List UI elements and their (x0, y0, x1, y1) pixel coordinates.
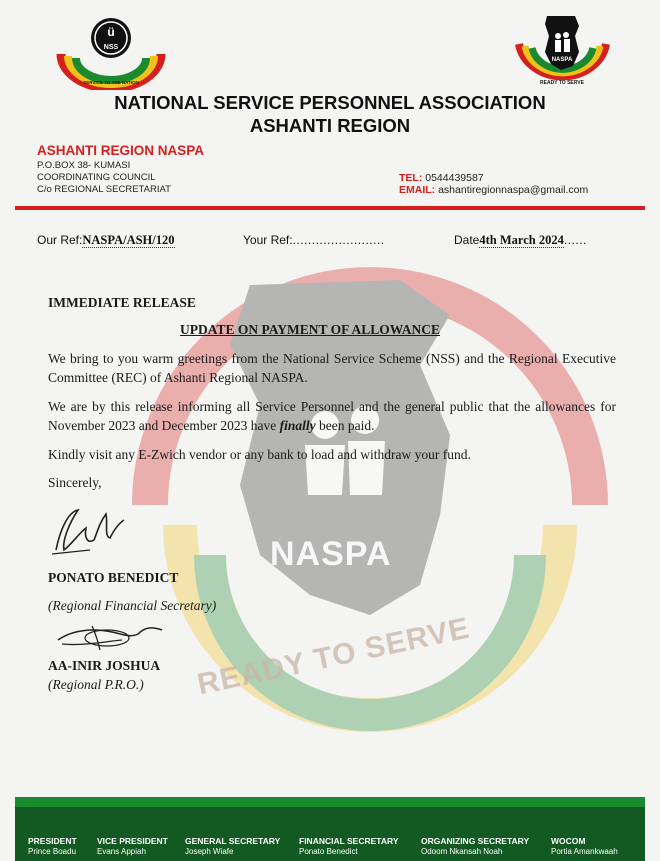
emphasis-finally: finally (279, 417, 316, 433)
footer-executive (421, 836, 529, 856)
announcement-text-end: been paid. (315, 417, 375, 433)
executive-title: ORGANIZING SECRETARY (421, 836, 530, 846)
svg-text:ü: ü (107, 25, 115, 39)
footer-executive (551, 836, 618, 856)
footer-stripe (15, 797, 645, 807)
executive-name: Portia Amankwaah (551, 847, 618, 856)
executive-name: Ponato Benedict (299, 847, 358, 856)
paragraph-greeting: We bring to you warm greetings from the National Service Scheme (NSS) and the Regional Executive Committee (REC) of Ashanti Regional NASPA. (48, 351, 616, 385)
signatory-role: (Regional Financial Secretary) (48, 598, 217, 613)
footer-executive (299, 836, 399, 856)
naspa-logo-icon (515, 14, 610, 90)
signatory-name: PONATO BENEDICT (48, 570, 179, 585)
nss-logo-motto: SERVICE TO THE NATION (83, 80, 139, 85)
region-subtitle: ASHANTI REGION (249, 115, 411, 136)
executive-title: PRESIDENT (28, 836, 77, 846)
tel-value: 0544439587 (425, 172, 484, 184)
date-label: Date (454, 233, 480, 247)
email-label: EMAIL: (399, 184, 436, 196)
closing: Sincerely, (48, 475, 102, 490)
header-divider (15, 206, 645, 210)
naspa-logo-label: NASPA (551, 57, 573, 63)
executive-title: WOCOM (551, 836, 586, 846)
footer-executive (185, 836, 280, 856)
branch-name: ASHANTI REGION NASPA (37, 143, 205, 158)
our-ref-label: Our Ref: (37, 233, 83, 247)
paragraph-instructions: Kindly visit any E-Zwich vendor or any bank to load and withdraw your fund. (48, 447, 471, 462)
letter-date (454, 233, 587, 248)
letter-subject: UPDATE ON PAYMENT OF ALLOWANCE (180, 322, 441, 337)
email-value: ashantiregionnaspa@gmail.com (438, 184, 589, 196)
executive-name: Odoom Nkansah Noah (421, 847, 503, 856)
executive-title: GENERAL SECRETARY (185, 836, 281, 846)
watermark-motto-text: READY TO SERVE (194, 611, 473, 702)
your-reference (243, 233, 385, 247)
release-label: IMMEDIATE RELEASE (48, 295, 196, 310)
executive-name: Prince Boadu (28, 847, 77, 856)
executive-name: Joseph Wiafe (185, 847, 234, 856)
email (399, 184, 588, 196)
date-dots: ...... (563, 233, 587, 247)
signature-icon (52, 616, 172, 656)
naspa-logo-motto: READY TO SERVE (540, 80, 584, 86)
paragraph-announcement (48, 398, 616, 435)
address-line: C/o REGIONAL SECRETARIAT (37, 184, 171, 195)
footer-executive (28, 836, 77, 856)
our-reference (37, 233, 175, 248)
tel-label: TEL: (399, 172, 423, 184)
footer-executive (97, 836, 168, 856)
our-ref-value: NASPA/ASH/120 (82, 233, 175, 247)
executive-title: FINANCIAL SECRETARY (299, 836, 399, 846)
nss-logo-icon (56, 14, 166, 90)
your-ref-label: Your Ref: (243, 233, 293, 247)
address-line: COORDINATING COUNCIL (37, 172, 156, 183)
signatory-role: (Regional P.R.O.) (48, 677, 144, 692)
nss-logo-label: NSS (103, 44, 119, 51)
date-value: 4th March 2024 (479, 233, 564, 247)
executive-name: Evans Appiah (97, 847, 146, 856)
your-ref-dots: ........................ (292, 233, 385, 247)
executive-title: VICE PRESIDENT (97, 836, 168, 846)
watermark-naspa-text: NASPA (270, 535, 392, 573)
announcement-text: We are by this release informing all Service Personnel and the general public that the allowances for November 2023 and December 2023 have (48, 399, 616, 433)
signatory-name: AA-INIR JOSHUA (48, 658, 161, 673)
address-line: P.O.BOX 38- KUMASI (37, 160, 131, 171)
organization-title: NATIONAL SERVICE PERSONNEL ASSOCIATION (114, 92, 546, 113)
telephone (399, 172, 484, 184)
signature-icon (50, 500, 130, 558)
